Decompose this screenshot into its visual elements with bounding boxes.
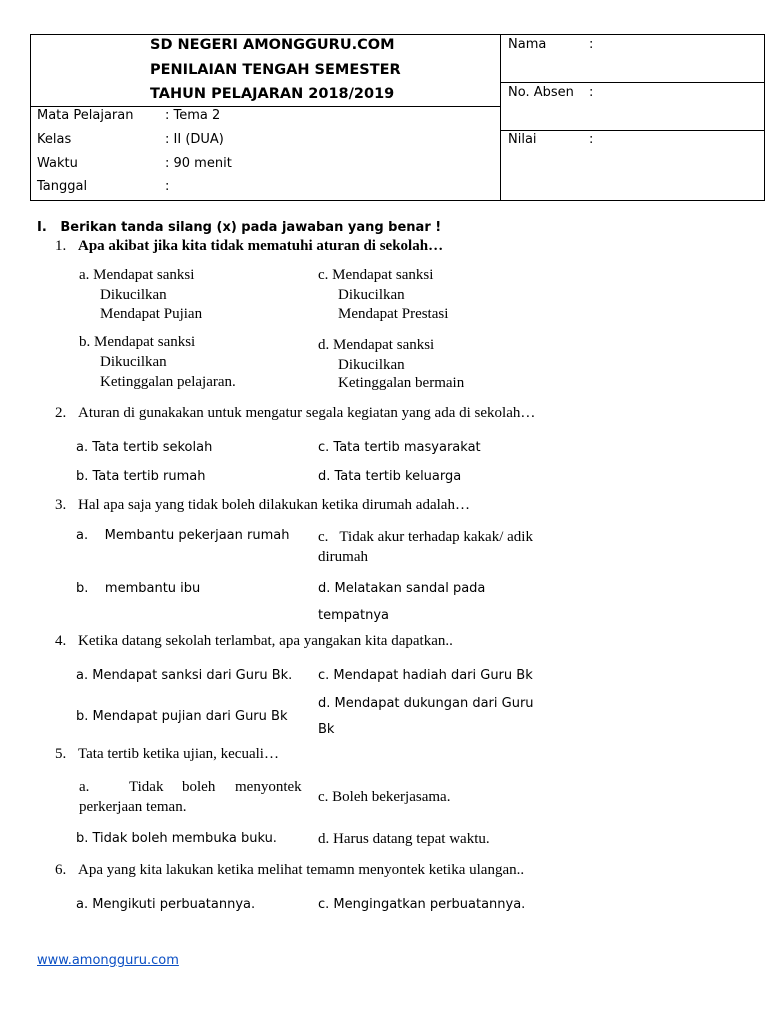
info-value-time: : 90 menit (165, 156, 232, 171)
q5-option-b: b. Tidak boleh membuka buku. (76, 831, 277, 846)
q1-option-d-line1: d. Mendapat sanksi (318, 337, 435, 353)
question-1-text: Apa akibat jika kita tidak mematuhi aturan di sekolah… (78, 238, 444, 254)
question-3-number: 3. (55, 497, 67, 513)
info-value-date: : (165, 179, 170, 194)
q3-option-d-line2: tempatnya (318, 608, 389, 623)
question-5-text: Tata tertib ketika ujian, kecuali… (78, 746, 279, 762)
q5-option-d: d. Harus datang tepat waktu. (318, 831, 490, 847)
school-year: TAHUN PELAJARAN 2018/2019 (150, 86, 395, 102)
header-divider-left (30, 106, 501, 107)
q2-option-c: c. Tata tertib masyarakat (318, 440, 481, 455)
question-4-text: Ketika datang sekolah terlambat, apa yangakan kita dapatkan.. (78, 633, 453, 649)
question-4-number: 4. (55, 633, 67, 649)
info-value-class: : II (DUA) (165, 132, 224, 147)
q1-option-b-line2: Dikucilkan (100, 354, 167, 370)
q4-option-d-line2: Bk (318, 722, 335, 737)
exam-title: PENILAIAN TENGAH SEMESTER (150, 62, 401, 78)
info-label-class: Kelas (37, 132, 72, 147)
right-value-nilai: : (589, 132, 594, 147)
q5-option-a-marker: a. (79, 779, 90, 795)
school-name: SD NEGERI AMONGGURU.COM (150, 37, 395, 53)
q1-option-c-line3: Mendapat Prestasi (338, 306, 449, 322)
right-label-name: Nama (508, 37, 547, 52)
question-3-text: Hal apa saja yang tidak boleh dilakukan ketika dirumah adalah… (78, 497, 470, 513)
q5-option-a-line2: perkerjaan teman. (79, 799, 187, 815)
q3-option-a: a. Membantu pekerjaan rumah (76, 528, 290, 543)
q1-option-d-line3: Ketinggalan bermain (338, 375, 465, 391)
q1-option-b-line3: Ketinggalan pelajaran. (100, 374, 236, 390)
info-label-time: Waktu (37, 156, 78, 171)
question-2-text: Aturan di gunakakan untuk mengatur segala kegiatan yang ada di sekolah… (78, 405, 536, 421)
header-divider-right-1 (500, 82, 765, 83)
q3-option-c-line1: c. Tidak akur terhadap kakak/ adik (318, 529, 533, 545)
header-table (30, 34, 765, 201)
footer-link[interactable]: www.amongguru.com (37, 953, 179, 968)
question-2-number: 2. (55, 405, 67, 421)
right-label-nilai: Nilai (508, 132, 537, 147)
header-divider-right-2 (500, 130, 765, 131)
info-label-subject: Mata Pelajaran (37, 108, 134, 123)
q1-option-d-line2: Dikucilkan (338, 357, 405, 373)
q5-option-a-word2: boleh (182, 779, 216, 795)
question-5-number: 5. (55, 746, 67, 762)
section-title: I. Berikan tanda silang (x) pada jawaban yang benar ! (37, 220, 442, 235)
q3-option-c-line2: dirumah (318, 549, 368, 565)
right-value-name: : (589, 37, 594, 52)
q3-option-b: b. membantu ibu (76, 581, 201, 596)
right-value-absen: : (589, 85, 594, 100)
q2-option-d: d. Tata tertib keluarga (318, 469, 462, 484)
q4-option-a: a. Mendapat sanksi dari Guru Bk. (76, 668, 293, 683)
q1-option-a-line1: a. Mendapat sanksi (79, 267, 195, 283)
q6-option-c: c. Mengingatkan perbuatannya. (318, 897, 526, 912)
q1-option-a-line2: Dikucilkan (100, 287, 167, 303)
header-divider-vertical (500, 34, 501, 201)
q6-option-a: a. Mengikuti perbuatannya. (76, 897, 256, 912)
q2-option-a: a. Tata tertib sekolah (76, 440, 213, 455)
q3-option-d-line1: d. Melatakan sandal pada (318, 581, 486, 596)
q5-option-a-word3: menyontek (235, 779, 302, 795)
q5-option-a-word1: Tidak (129, 779, 164, 795)
q1-option-c-line2: Dikucilkan (338, 287, 405, 303)
q4-option-b: b. Mendapat pujian dari Guru Bk (76, 709, 288, 724)
q1-option-a-line3: Mendapat Pujian (100, 306, 203, 322)
q2-option-b: b. Tata tertib rumah (76, 469, 206, 484)
info-value-subject: : Tema 2 (165, 108, 221, 123)
q1-option-c-line1: c. Mendapat sanksi (318, 267, 434, 283)
right-label-absen: No. Absen (508, 85, 574, 100)
q4-option-d-line1: d. Mendapat dukungan dari Guru (318, 696, 534, 711)
q4-option-c: c. Mendapat hadiah dari Guru Bk (318, 668, 533, 683)
question-1-number: 1. (55, 238, 67, 254)
q1-option-b-line1: b. Mendapat sanksi (79, 334, 196, 350)
question-6-number: 6. (55, 862, 67, 878)
question-6-text: Apa yang kita lakukan ketika melihat temamn menyontek ketika ulangan.. (78, 862, 525, 878)
q5-option-c: c. Boleh bekerjasama. (318, 789, 451, 805)
info-label-date: Tanggal (37, 179, 88, 194)
